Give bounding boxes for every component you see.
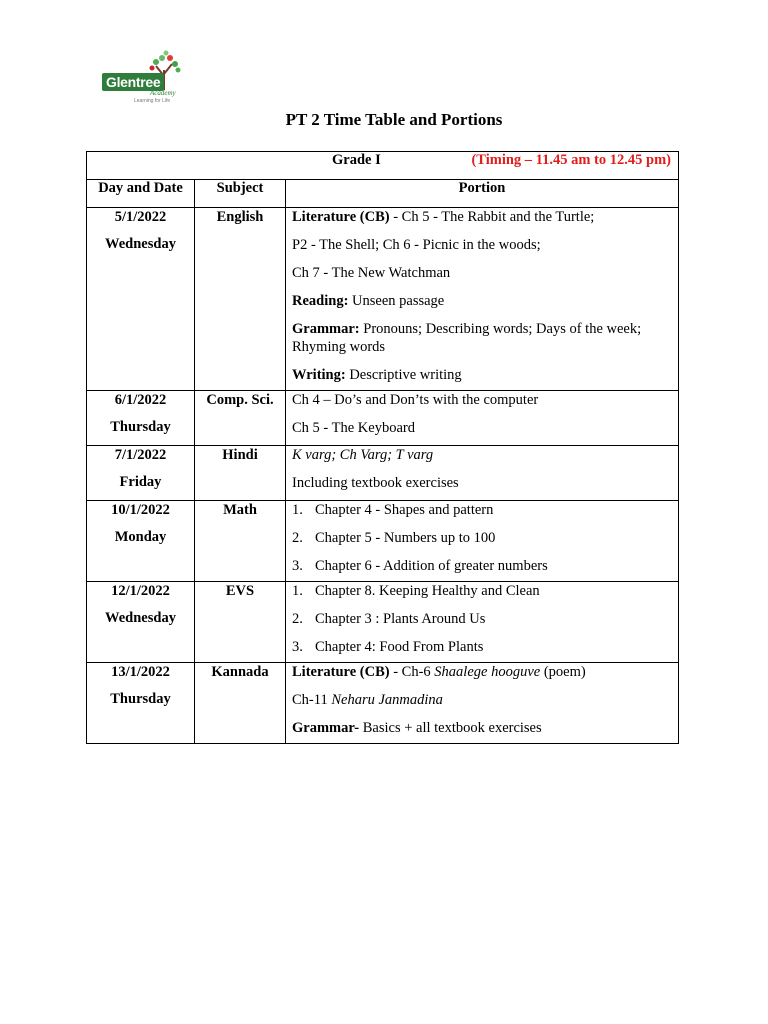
table-row: [87, 208, 679, 391]
header-day: Day and Date: [87, 180, 195, 208]
school-logo: [102, 50, 190, 108]
row-portion: Literature (CB) - Ch 5 - The Rabbit and the Turtle; P2 - The Shell; Ch 6 - Picnic in the woods; Ch 7 - The New Watchman Reading: Unseen passage Grammar: Pronouns; Describing words; Days of the week; Rhyming words Writing: Descriptive writing: [286, 208, 679, 391]
row-subject: Comp. Sci.: [206, 392, 274, 408]
list-item: 2. Chapter 5 - Numbers up to 100: [292, 530, 496, 546]
logo-sub: Academy: [150, 89, 176, 97]
header-portion: Portion: [286, 180, 679, 208]
logo-name: Glentree: [102, 73, 164, 91]
row-date: 10/1/2022: [111, 502, 170, 518]
row-portion: [286, 582, 679, 663]
row-portion: Ch 4 – Do’s and Don’ts with the computer Ch 5 - The Keyboard: [286, 391, 679, 446]
row-subject: Kannada: [211, 664, 269, 680]
timing-label: (Timing – 11.45 am to 12.45 pm): [471, 152, 671, 168]
grade-row: [87, 152, 679, 180]
row-subject: English: [216, 209, 264, 225]
list-item: 1. Chapter 4 - Shapes and pattern: [292, 502, 494, 518]
header-subject: Subject: [195, 180, 286, 208]
table-row: [87, 582, 679, 663]
row-day: Friday: [119, 474, 162, 490]
row-subject: Math: [223, 502, 257, 518]
row-subject: EVS: [225, 583, 255, 599]
row-portion: [286, 501, 679, 582]
table-row: [87, 446, 679, 501]
row-day: Thursday: [110, 419, 171, 435]
row-date: 6/1/2022: [114, 392, 167, 408]
page-title: PT 2 Time Table and Portions: [285, 110, 503, 129]
list-item: 3. Chapter 6 - Addition of greater numbers: [292, 558, 548, 574]
header-row: [87, 180, 679, 208]
list-item: 3. Chapter 4: Food From Plants: [292, 639, 484, 655]
row-portion: Literature (CB) - Ch-6 Shaalege hooguve (poem) Ch-11 Neharu Janmadina Grammar- Basics + all textbook exercises: [286, 663, 679, 744]
row-date: 12/1/2022: [111, 583, 170, 599]
timetable: [86, 151, 679, 744]
table-row: [87, 663, 679, 744]
list-item: 1. Chapter 8. Keeping Healthy and Clean: [292, 583, 540, 599]
row-date: 7/1/2022: [114, 447, 167, 463]
row-date: 5/1/2022: [114, 209, 167, 225]
row-date: 13/1/2022: [111, 664, 170, 680]
row-day: Monday: [114, 529, 167, 545]
table-row: [87, 501, 679, 582]
row-portion: K varg; Ch Varg; T varg Including textbook exercises: [286, 446, 679, 501]
row-day: Wednesday: [105, 610, 176, 626]
logo-tagline: Learning for Life: [134, 98, 171, 104]
list-item: 2. Chapter 3 : Plants Around Us: [292, 611, 486, 627]
row-subject: Hindi: [222, 447, 258, 463]
row-day: Wednesday: [105, 236, 176, 252]
row-day: Thursday: [110, 691, 171, 707]
grade-label: Grade I: [332, 152, 381, 168]
table-row: [87, 391, 679, 446]
